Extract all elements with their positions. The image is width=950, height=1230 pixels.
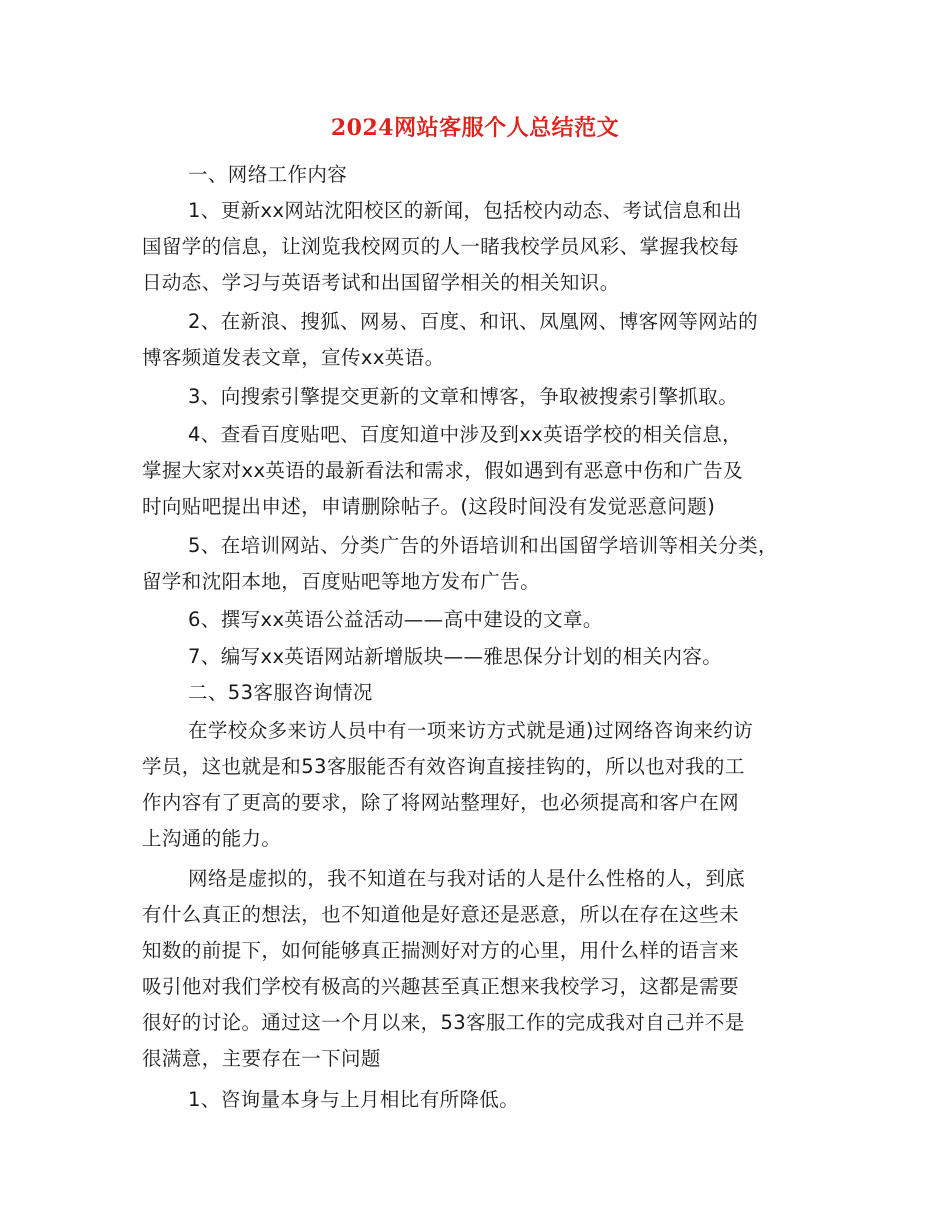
text-line: 时向贴吧提出申述，申请删除帖子。(这段时间没有发觉恶意问题) <box>142 495 716 518</box>
text-line: 很满意，主要存在一下问题 <box>142 1047 381 1070</box>
text-line: 一、网络工作内容 <box>188 163 348 186</box>
text-line: 4、查看百度贴吧、百度知道中涉及到xx英语学校的相关信息， <box>188 423 743 446</box>
text-line: 日动态、学习与英语考试和出国留学相关的相关知识。 <box>142 271 620 294</box>
text-line: 5、在培训网站、分类广告的外语培训和出国留学培训等相关分类， <box>188 534 778 557</box>
text-line: 留学和沈阳本地，百度贴吧等地方发布广告。 <box>142 570 541 593</box>
text-line: 1、咨询量本身与上月相比有所降低。 <box>188 1088 520 1111</box>
text-line: 有什么真正的想法，也不知道他是好意还是恶意，所以在存在这些未 <box>142 903 740 926</box>
document-title: 2024网站客服个人总结范文 <box>330 115 620 141</box>
text-line: 作内容有了更高的要求，除了将网站整理好，也必须提高和客户在网 <box>142 791 740 814</box>
text-line: 掌握大家对xx英语的最新看法和需求，假如遇到有恶意中伤和广告及 <box>142 459 743 482</box>
text-line: 上沟通的能力。 <box>142 827 282 850</box>
text-line: 知数的前提下，如何能够真正揣测好对方的心里，用什么样的语言来 <box>142 939 740 962</box>
text-line: 7、编写xx英语网站新增版块——雅思保分计划的相关内容。 <box>188 645 723 668</box>
text-line: 在学校众多来访人员中有一项来访方式就是通)过网络咨询来约访 <box>188 719 754 742</box>
text-line: 博客频道发表文章，宣传xx英语。 <box>142 346 445 369</box>
text-line: 吸引他对我们学校有极高的兴趣甚至真正想来我校学习，这都是需要 <box>142 975 740 998</box>
text-line: 国留学的信息，让浏览我校网页的人一睹我校学员风彩、掌握我校每 <box>142 235 740 258</box>
text-line: 学员，这也就是和53客服能否有效咨询直接挂钩的，所以也对我的工 <box>142 755 745 778</box>
text-line: 3、向搜索引擎提交更新的文章和博客，争取被搜索引擎抓取。 <box>188 385 739 408</box>
text-line: 二、53客服咨询情况 <box>188 681 373 704</box>
text-line: 6、撰写xx英语公益活动——高中建设的文章。 <box>188 608 603 631</box>
text-line: 很好的讨论。通过这一个月以来，53客服工作的完成我对自己并不是 <box>142 1011 745 1034</box>
text-line: 网络是虚拟的，我不知道在与我对话的人是什么性格的人，到底 <box>188 867 746 890</box>
text-line: 1、更新xx网站沈阳校区的新闻，包括校内动态、考试信息和出 <box>188 199 743 222</box>
text-line: 2、在新浪、搜狐、网易、百度、和讯、凤凰网、博客网等网站的 <box>188 310 759 333</box>
